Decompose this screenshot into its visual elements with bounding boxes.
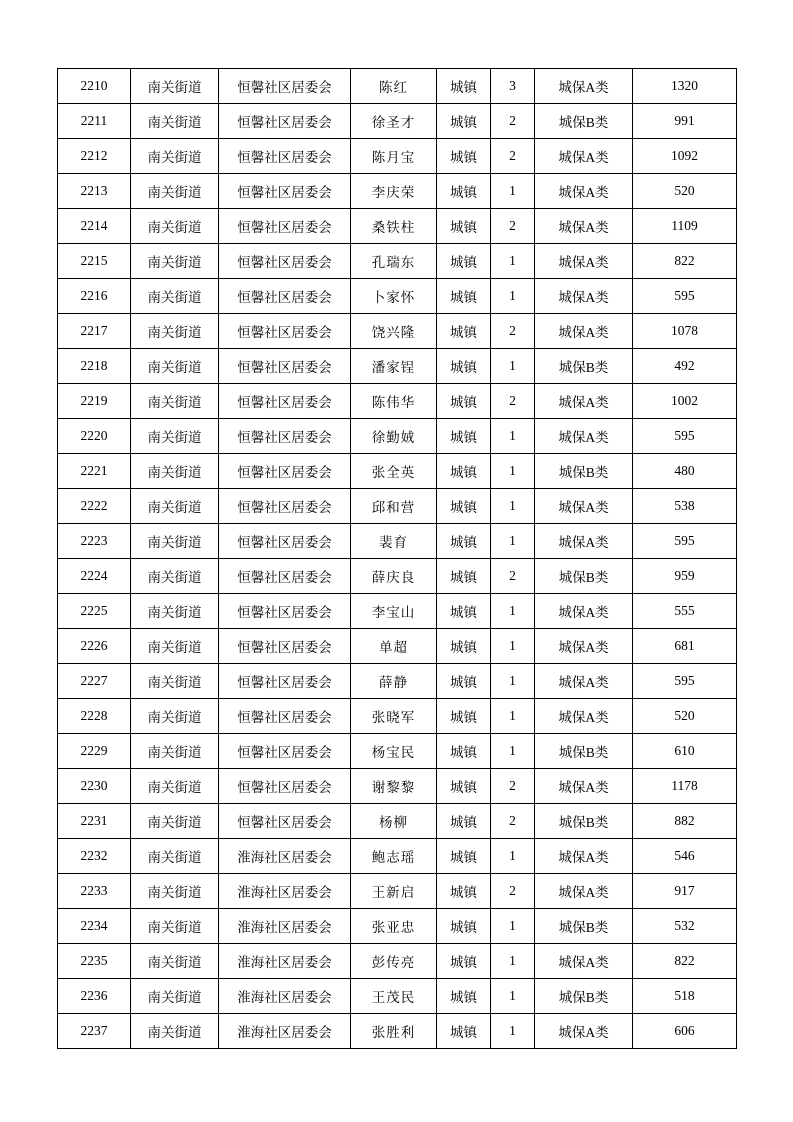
row-amount: 532	[633, 909, 737, 944]
row-community: 恒馨社区居委会	[219, 699, 351, 734]
row-name: 谢黎黎	[351, 769, 437, 804]
row-id: 2231	[58, 804, 131, 839]
row-household-type: 城镇	[437, 734, 491, 769]
row-community: 恒馨社区居委会	[219, 804, 351, 839]
row-household-type: 城镇	[437, 699, 491, 734]
row-name: 李庆荣	[351, 174, 437, 209]
row-household-type: 城镇	[437, 559, 491, 594]
row-category: 城保A类	[535, 664, 633, 699]
row-amount: 1092	[633, 139, 737, 174]
row-community: 恒馨社区居委会	[219, 349, 351, 384]
row-household-type: 城镇	[437, 769, 491, 804]
row-street: 南关街道	[131, 454, 219, 489]
table-row	[58, 209, 737, 244]
row-community: 恒馨社区居委会	[219, 629, 351, 664]
row-household-type: 城镇	[437, 839, 491, 874]
row-community: 恒馨社区居委会	[219, 279, 351, 314]
row-street: 南关街道	[131, 1014, 219, 1049]
row-household-type: 城镇	[437, 104, 491, 139]
row-person-count: 1	[491, 279, 535, 314]
row-person-count: 1	[491, 594, 535, 629]
row-community: 恒馨社区居委会	[219, 244, 351, 279]
row-amount: 595	[633, 419, 737, 454]
row-amount: 991	[633, 104, 737, 139]
row-person-count: 2	[491, 314, 535, 349]
row-id: 2230	[58, 769, 131, 804]
row-category: 城保A类	[535, 384, 633, 419]
row-street: 南关街道	[131, 174, 219, 209]
row-street: 南关街道	[131, 664, 219, 699]
row-street: 南关街道	[131, 139, 219, 174]
row-name: 陈红	[351, 69, 437, 104]
row-id: 2221	[58, 454, 131, 489]
row-person-count: 1	[491, 454, 535, 489]
row-id: 2220	[58, 419, 131, 454]
row-name: 杨柳	[351, 804, 437, 839]
row-id: 2222	[58, 489, 131, 524]
row-person-count: 2	[491, 769, 535, 804]
row-community: 恒馨社区居委会	[219, 664, 351, 699]
row-category: 城保A类	[535, 209, 633, 244]
row-amount: 518	[633, 979, 737, 1014]
row-name: 潘家锃	[351, 349, 437, 384]
row-amount: 822	[633, 244, 737, 279]
row-person-count: 1	[491, 1014, 535, 1049]
row-person-count: 2	[491, 139, 535, 174]
row-name: 饶兴隆	[351, 314, 437, 349]
row-id: 2217	[58, 314, 131, 349]
row-name: 邱和营	[351, 489, 437, 524]
row-amount: 492	[633, 349, 737, 384]
row-community: 恒馨社区居委会	[219, 454, 351, 489]
table-row	[58, 524, 737, 559]
table-row	[58, 594, 737, 629]
row-category: 城保A类	[535, 699, 633, 734]
table-row	[58, 419, 737, 454]
table-row	[58, 349, 737, 384]
row-id: 2227	[58, 664, 131, 699]
row-household-type: 城镇	[437, 979, 491, 1014]
row-person-count: 1	[491, 349, 535, 384]
row-amount: 520	[633, 699, 737, 734]
row-household-type: 城镇	[437, 909, 491, 944]
row-name: 彭传亮	[351, 944, 437, 979]
row-amount: 595	[633, 279, 737, 314]
table-row	[58, 699, 737, 734]
row-person-count: 1	[491, 664, 535, 699]
row-person-count: 3	[491, 69, 535, 104]
row-amount: 610	[633, 734, 737, 769]
table-body	[58, 69, 737, 1049]
row-person-count: 1	[491, 629, 535, 664]
row-id: 2223	[58, 524, 131, 559]
table-row	[58, 279, 737, 314]
row-person-count: 1	[491, 839, 535, 874]
row-person-count: 1	[491, 699, 535, 734]
row-id: 2215	[58, 244, 131, 279]
row-id: 2219	[58, 384, 131, 419]
row-name: 桑铁柱	[351, 209, 437, 244]
row-name: 张胜利	[351, 1014, 437, 1049]
row-person-count: 1	[491, 174, 535, 209]
row-id: 2233	[58, 874, 131, 909]
table-row	[58, 874, 737, 909]
row-household-type: 城镇	[437, 419, 491, 454]
row-street: 南关街道	[131, 104, 219, 139]
row-street: 南关街道	[131, 314, 219, 349]
row-community: 恒馨社区居委会	[219, 209, 351, 244]
row-name: 薛庆良	[351, 559, 437, 594]
row-id: 2218	[58, 349, 131, 384]
table-row	[58, 69, 737, 104]
table-row	[58, 979, 737, 1014]
row-household-type: 城镇	[437, 454, 491, 489]
row-name: 单超	[351, 629, 437, 664]
row-household-type: 城镇	[437, 69, 491, 104]
row-amount: 959	[633, 559, 737, 594]
row-id: 2211	[58, 104, 131, 139]
row-name: 卜家怀	[351, 279, 437, 314]
row-category: 城保A类	[535, 769, 633, 804]
row-community: 恒馨社区居委会	[219, 734, 351, 769]
row-street: 南关街道	[131, 944, 219, 979]
row-street: 南关街道	[131, 559, 219, 594]
row-amount: 822	[633, 944, 737, 979]
row-household-type: 城镇	[437, 279, 491, 314]
row-person-count: 1	[491, 524, 535, 559]
row-community: 淮海社区居委会	[219, 1014, 351, 1049]
row-category: 城保A类	[535, 244, 633, 279]
table-row	[58, 664, 737, 699]
row-category: 城保A类	[535, 69, 633, 104]
row-person-count: 1	[491, 489, 535, 524]
row-person-count: 2	[491, 874, 535, 909]
row-street: 南关街道	[131, 209, 219, 244]
row-street: 南关街道	[131, 69, 219, 104]
row-community: 恒馨社区居委会	[219, 559, 351, 594]
row-category: 城保A类	[535, 279, 633, 314]
row-community: 恒馨社区居委会	[219, 594, 351, 629]
row-household-type: 城镇	[437, 629, 491, 664]
row-street: 南关街道	[131, 419, 219, 454]
row-id: 2226	[58, 629, 131, 664]
row-amount: 1178	[633, 769, 737, 804]
row-amount: 1002	[633, 384, 737, 419]
row-amount: 917	[633, 874, 737, 909]
row-name: 张全英	[351, 454, 437, 489]
row-household-type: 城镇	[437, 804, 491, 839]
row-household-type: 城镇	[437, 594, 491, 629]
table-row	[58, 769, 737, 804]
table-row	[58, 104, 737, 139]
row-person-count: 2	[491, 104, 535, 139]
row-amount: 681	[633, 629, 737, 664]
row-amount: 1109	[633, 209, 737, 244]
row-amount: 595	[633, 524, 737, 559]
row-street: 南关街道	[131, 699, 219, 734]
table-row	[58, 839, 737, 874]
row-id: 2216	[58, 279, 131, 314]
row-person-count: 2	[491, 559, 535, 594]
row-name: 徐勤娀	[351, 419, 437, 454]
row-community: 淮海社区居委会	[219, 874, 351, 909]
row-name: 张晓军	[351, 699, 437, 734]
row-name: 李宝山	[351, 594, 437, 629]
row-name: 孔瑞东	[351, 244, 437, 279]
row-person-count: 2	[491, 804, 535, 839]
row-household-type: 城镇	[437, 874, 491, 909]
table-row	[58, 489, 737, 524]
row-community: 淮海社区居委会	[219, 839, 351, 874]
row-category: 城保A类	[535, 314, 633, 349]
row-street: 南关街道	[131, 629, 219, 664]
row-category: 城保A类	[535, 944, 633, 979]
row-street: 南关街道	[131, 804, 219, 839]
row-household-type: 城镇	[437, 209, 491, 244]
row-name: 王新启	[351, 874, 437, 909]
row-street: 南关街道	[131, 594, 219, 629]
row-category: 城保B类	[535, 454, 633, 489]
row-community: 淮海社区居委会	[219, 979, 351, 1014]
row-id: 2236	[58, 979, 131, 1014]
row-household-type: 城镇	[437, 944, 491, 979]
row-id: 2213	[58, 174, 131, 209]
row-amount: 546	[633, 839, 737, 874]
row-street: 南关街道	[131, 279, 219, 314]
row-community: 恒馨社区居委会	[219, 769, 351, 804]
row-person-count: 2	[491, 384, 535, 419]
row-amount: 882	[633, 804, 737, 839]
row-id: 2228	[58, 699, 131, 734]
table-row	[58, 734, 737, 769]
row-household-type: 城镇	[437, 314, 491, 349]
row-id: 2234	[58, 909, 131, 944]
row-household-type: 城镇	[437, 174, 491, 209]
table-row	[58, 384, 737, 419]
table-row	[58, 244, 737, 279]
row-id: 2237	[58, 1014, 131, 1049]
row-name: 张亚忠	[351, 909, 437, 944]
row-name: 徐圣才	[351, 104, 437, 139]
row-name: 鲍志瑶	[351, 839, 437, 874]
row-community: 恒馨社区居委会	[219, 419, 351, 454]
row-community: 恒馨社区居委会	[219, 314, 351, 349]
row-person-count: 1	[491, 734, 535, 769]
row-community: 恒馨社区居委会	[219, 174, 351, 209]
row-name: 陈伟华	[351, 384, 437, 419]
row-street: 南关街道	[131, 769, 219, 804]
row-amount: 520	[633, 174, 737, 209]
row-name: 王茂民	[351, 979, 437, 1014]
table-row	[58, 1014, 737, 1049]
row-person-count: 1	[491, 244, 535, 279]
row-person-count: 1	[491, 979, 535, 1014]
row-community: 淮海社区居委会	[219, 944, 351, 979]
row-amount: 1078	[633, 314, 737, 349]
row-amount: 480	[633, 454, 737, 489]
table-row	[58, 139, 737, 174]
row-category: 城保B类	[535, 734, 633, 769]
row-category: 城保B类	[535, 349, 633, 384]
table-row	[58, 804, 737, 839]
row-person-count: 1	[491, 944, 535, 979]
row-category: 城保A类	[535, 419, 633, 454]
table-row	[58, 174, 737, 209]
row-category: 城保B类	[535, 909, 633, 944]
row-amount: 538	[633, 489, 737, 524]
row-id: 2232	[58, 839, 131, 874]
row-id: 2224	[58, 559, 131, 594]
row-street: 南关街道	[131, 489, 219, 524]
row-community: 恒馨社区居委会	[219, 104, 351, 139]
row-category: 城保B类	[535, 559, 633, 594]
table-row	[58, 314, 737, 349]
row-category: 城保A类	[535, 174, 633, 209]
row-street: 南关街道	[131, 734, 219, 769]
row-street: 南关街道	[131, 874, 219, 909]
row-category: 城保A类	[535, 594, 633, 629]
row-amount: 555	[633, 594, 737, 629]
beneficiary-table	[57, 68, 737, 1049]
row-name: 裴育	[351, 524, 437, 559]
row-community: 恒馨社区居委会	[219, 524, 351, 559]
row-community: 恒馨社区居委会	[219, 139, 351, 174]
row-name: 杨宝民	[351, 734, 437, 769]
row-name: 薛静	[351, 664, 437, 699]
row-household-type: 城镇	[437, 489, 491, 524]
row-id: 2214	[58, 209, 131, 244]
row-category: 城保B类	[535, 804, 633, 839]
row-id: 2229	[58, 734, 131, 769]
table-row	[58, 629, 737, 664]
row-category: 城保A类	[535, 139, 633, 174]
row-household-type: 城镇	[437, 139, 491, 174]
row-street: 南关街道	[131, 349, 219, 384]
row-household-type: 城镇	[437, 244, 491, 279]
row-category: 城保A类	[535, 489, 633, 524]
row-category: 城保A类	[535, 524, 633, 559]
row-household-type: 城镇	[437, 524, 491, 559]
row-id: 2225	[58, 594, 131, 629]
row-household-type: 城镇	[437, 384, 491, 419]
row-category: 城保A类	[535, 839, 633, 874]
row-amount: 595	[633, 664, 737, 699]
row-id: 2235	[58, 944, 131, 979]
row-person-count: 2	[491, 209, 535, 244]
row-street: 南关街道	[131, 384, 219, 419]
row-category: 城保A类	[535, 1014, 633, 1049]
row-person-count: 1	[491, 909, 535, 944]
table-row	[58, 559, 737, 594]
row-street: 南关街道	[131, 909, 219, 944]
row-id: 2212	[58, 139, 131, 174]
row-community: 恒馨社区居委会	[219, 69, 351, 104]
table-row	[58, 454, 737, 489]
row-id: 2210	[58, 69, 131, 104]
row-amount: 1320	[633, 69, 737, 104]
row-community: 恒馨社区居委会	[219, 489, 351, 524]
table-row	[58, 944, 737, 979]
table-row	[58, 909, 737, 944]
row-community: 淮海社区居委会	[219, 909, 351, 944]
row-category: 城保B类	[535, 979, 633, 1014]
row-street: 南关街道	[131, 244, 219, 279]
row-community: 恒馨社区居委会	[219, 384, 351, 419]
row-category: 城保A类	[535, 874, 633, 909]
row-household-type: 城镇	[437, 1014, 491, 1049]
row-person-count: 1	[491, 419, 535, 454]
row-street: 南关街道	[131, 979, 219, 1014]
row-category: 城保A类	[535, 629, 633, 664]
row-household-type: 城镇	[437, 664, 491, 699]
row-amount: 606	[633, 1014, 737, 1049]
row-name: 陈月宝	[351, 139, 437, 174]
row-household-type: 城镇	[437, 349, 491, 384]
row-street: 南关街道	[131, 839, 219, 874]
row-street: 南关街道	[131, 524, 219, 559]
row-category: 城保B类	[535, 104, 633, 139]
